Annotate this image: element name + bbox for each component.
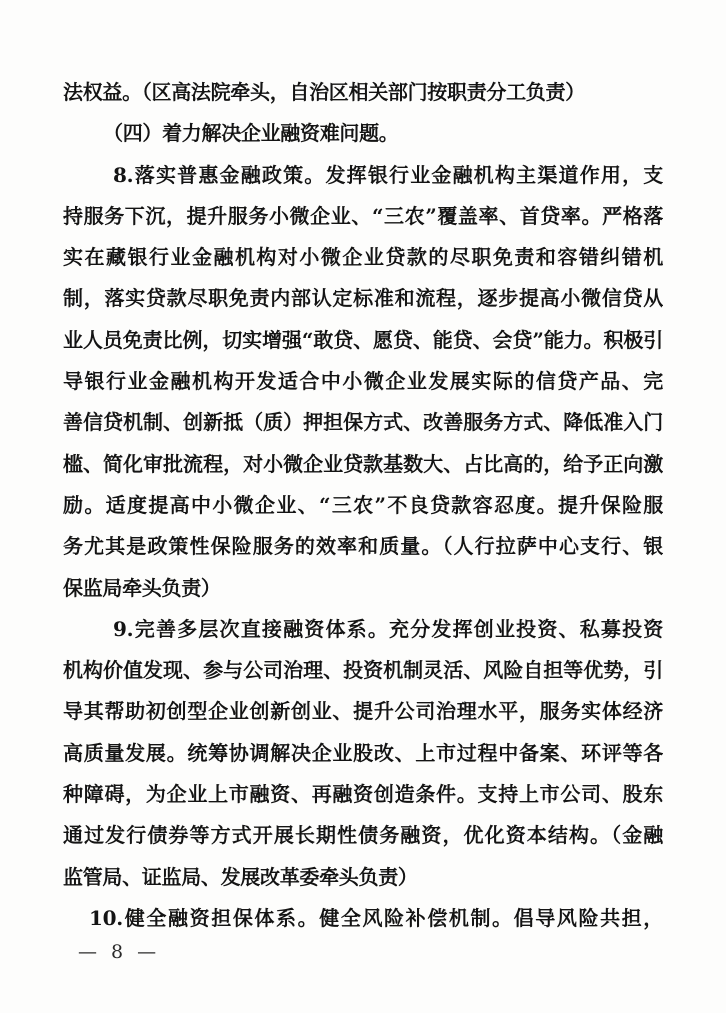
text-line: 务尤其是政策性保险服务的效率和质量。（人行拉萨中心支行、银 [63, 534, 663, 559]
text-line: 保监局牵头负责） [63, 575, 221, 600]
text-line: 10.健全融资担保体系。健全风险补偿机制。倡导风险共担， [89, 905, 663, 930]
text-line: 法权益。（区高法院牵头，自治区相关部门按职责分工负责） [63, 80, 585, 104]
text-line: 导银行业金融机构开发适合中小微企业发展实际的信贷产品、完 [63, 369, 663, 394]
text-line: 制，落实贷款尽职免责内部认定标准和流程，逐步提高小微信贷从 [63, 286, 663, 311]
text-line: 机构价值发现、参与公司治理、投资机制灵活、风险自担等优势，引 [63, 658, 663, 683]
text-line: 通过发行债券等方式开展长期性债务融资，优化资本结构。（金融 [63, 823, 663, 848]
text-line: 业人员免责比例，切实增强“敢贷、愿贷、能贷、会贷”能力。积极引 [63, 327, 663, 352]
text-line: 9.完善多层次直接融资体系。充分发挥创业投资、私募投资 [113, 616, 663, 641]
text-line: 8.落实普惠金融政策。发挥银行业金融机构主渠道作用，支 [113, 162, 663, 187]
text-line: 实在藏银行业金融机构对小微企业贷款的尽职免责和容错纠错机 [63, 245, 663, 270]
text-line: 持服务下沉，提升服务小微企业、“三农”覆盖率、首贷率。严格落 [63, 203, 663, 228]
text-line: 善信贷机制、创新抵（质）押担保方式、改善服务方式、降低准入门 [63, 410, 663, 435]
text-line: 监管局、证监局、发展改革委牵头负责） [63, 864, 418, 889]
text-line: 高质量发展。统筹协调解决企业股改、上市过程中备案、环评等各 [63, 740, 663, 765]
text-line: 励。适度提高中小微企业、“三农”不良贷款容忍度。提升保险服 [63, 492, 663, 517]
text-line: 导其帮助初创型企业创新创业、提升公司治理水平，服务实体经济 [63, 699, 663, 724]
text-line: 槛、简化审批流程，对小微企业贷款基数大、占比高的，给予正向激 [63, 451, 663, 476]
body-text [63, 72, 663, 939]
text-line: 种障碍，为企业上市融资、再融资创造条件。支持上市公司、股东 [63, 782, 663, 807]
page-number: — 8 — [78, 941, 161, 963]
text-line: （四）着力解决企业融资难问题。 [103, 121, 399, 146]
